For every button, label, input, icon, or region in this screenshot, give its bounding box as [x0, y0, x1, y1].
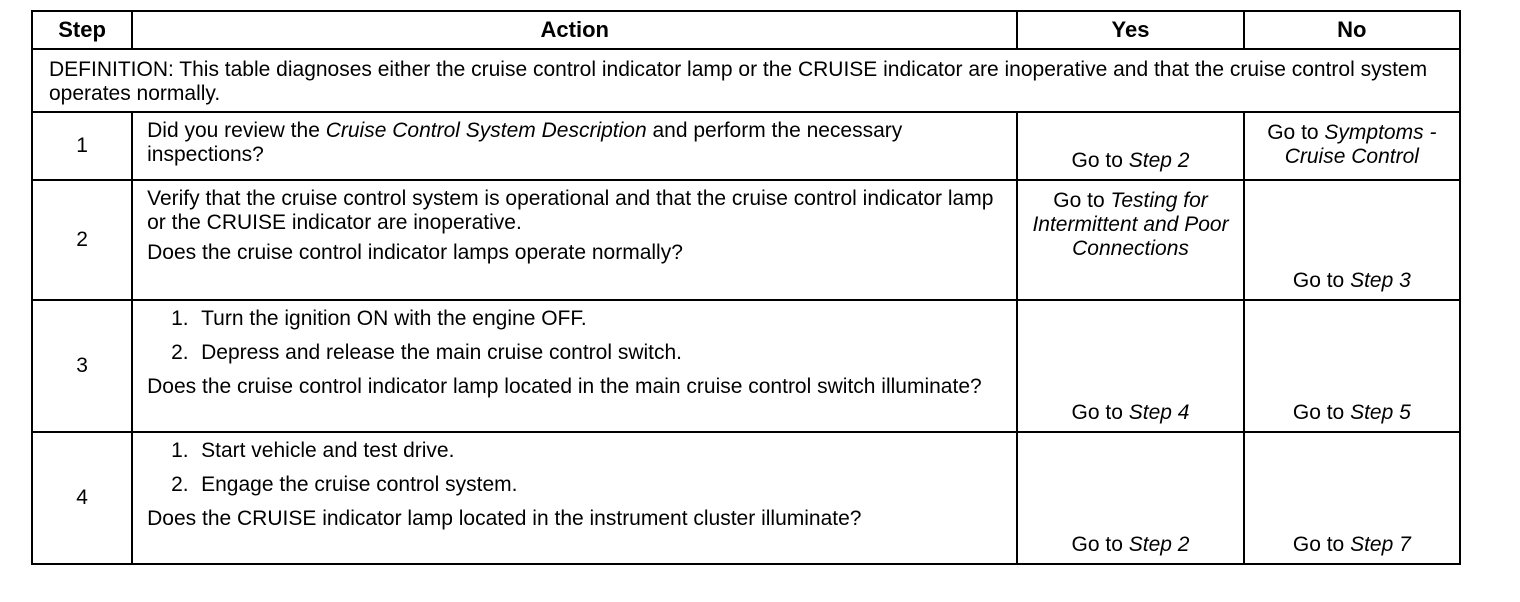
no-link[interactable]: Step 3	[1350, 269, 1411, 292]
table-row	[32, 112, 1460, 180]
yes-prefix: Go to	[1053, 189, 1111, 212]
yes-cell	[1017, 180, 1243, 300]
list-text: Turn the ignition ON with the engine OFF.	[201, 307, 587, 330]
action-text-pre: Did you review the	[147, 119, 326, 142]
yes-link[interactable]: Step 2	[1128, 533, 1190, 556]
yes-cell	[1017, 300, 1243, 432]
table-row	[32, 300, 1460, 432]
no-cell	[1244, 432, 1460, 564]
list-item	[147, 341, 1006, 365]
yes-link[interactable]: Testing for Intermittent and Poor Connections	[1032, 189, 1229, 260]
no-prefix: Go to	[1292, 401, 1351, 424]
table-row	[32, 180, 1460, 300]
no-link[interactable]: Symptoms - Cruise Control	[1284, 121, 1437, 168]
action-text: Verify that the cruise control system is operational and that the cruise control indicator lamp or the CRUISE indicator are inoperative.	[147, 187, 994, 234]
header-row	[32, 11, 1460, 49]
yes-cell	[1017, 112, 1243, 180]
definition-text: DEFINITION: This table diagnoses either the cruise control indicator lamp or the CRUISE indicator are inoperative and that the cruise control system operates normally.	[32, 49, 1460, 112]
yes-cell	[1017, 432, 1243, 564]
no-link[interactable]: Step 5	[1350, 401, 1411, 424]
no-cell	[1244, 112, 1460, 180]
definition-row	[32, 49, 1460, 112]
no-cell	[1244, 300, 1460, 432]
no-prefix: Go to	[1292, 269, 1351, 292]
list-number: 1.	[171, 439, 189, 462]
list-item	[147, 473, 1006, 497]
table-row	[32, 432, 1460, 564]
action-question: Does the cruise control indicator lamp located in the main cruise control switch illuminate?	[147, 375, 982, 398]
yes-link[interactable]: Step 4	[1128, 401, 1190, 424]
action-text	[147, 119, 1006, 167]
action-question: Does the CRUISE indicator lamp located in the instrument cluster illuminate?	[147, 507, 862, 530]
step-number: 2	[32, 180, 132, 300]
yes-prefix: Go to	[1071, 533, 1129, 556]
yes-link[interactable]: Step 2	[1128, 149, 1190, 172]
header-step: Step	[32, 11, 132, 49]
no-cell	[1244, 180, 1460, 300]
procedure-list	[147, 439, 1006, 497]
action-cell	[132, 180, 1017, 300]
procedure-list	[147, 307, 1006, 365]
no-prefix: Go to	[1292, 533, 1351, 556]
action-cell	[132, 432, 1017, 564]
action-cell	[132, 300, 1017, 432]
list-number: 2.	[171, 473, 189, 496]
header-action: Action	[132, 11, 1017, 49]
no-prefix: Go to	[1267, 121, 1325, 144]
action-text-post: and perform the necessary inspections?	[147, 119, 903, 166]
list-number: 2.	[171, 341, 189, 364]
header-yes: Yes	[1017, 11, 1243, 49]
list-item	[147, 307, 1006, 331]
no-link[interactable]: Step 7	[1350, 533, 1411, 556]
list-text: Engage the cruise control system.	[201, 473, 518, 496]
diagnostic-table	[31, 10, 1461, 565]
header-no: No	[1244, 11, 1460, 49]
list-item	[147, 439, 1006, 463]
list-number: 1.	[171, 307, 189, 330]
action-question: Does the cruise control indicator lamps operate normally?	[147, 241, 683, 264]
step-number: 4	[32, 432, 132, 564]
list-text: Start vehicle and test drive.	[201, 439, 455, 462]
yes-prefix: Go to	[1071, 149, 1129, 172]
action-cell	[132, 112, 1017, 180]
yes-prefix: Go to	[1071, 401, 1129, 424]
action-text-italic: Cruise Control System Description	[325, 119, 647, 142]
step-number: 3	[32, 300, 132, 432]
step-number: 1	[32, 112, 132, 180]
list-text: Depress and release the main cruise control switch.	[201, 341, 683, 364]
